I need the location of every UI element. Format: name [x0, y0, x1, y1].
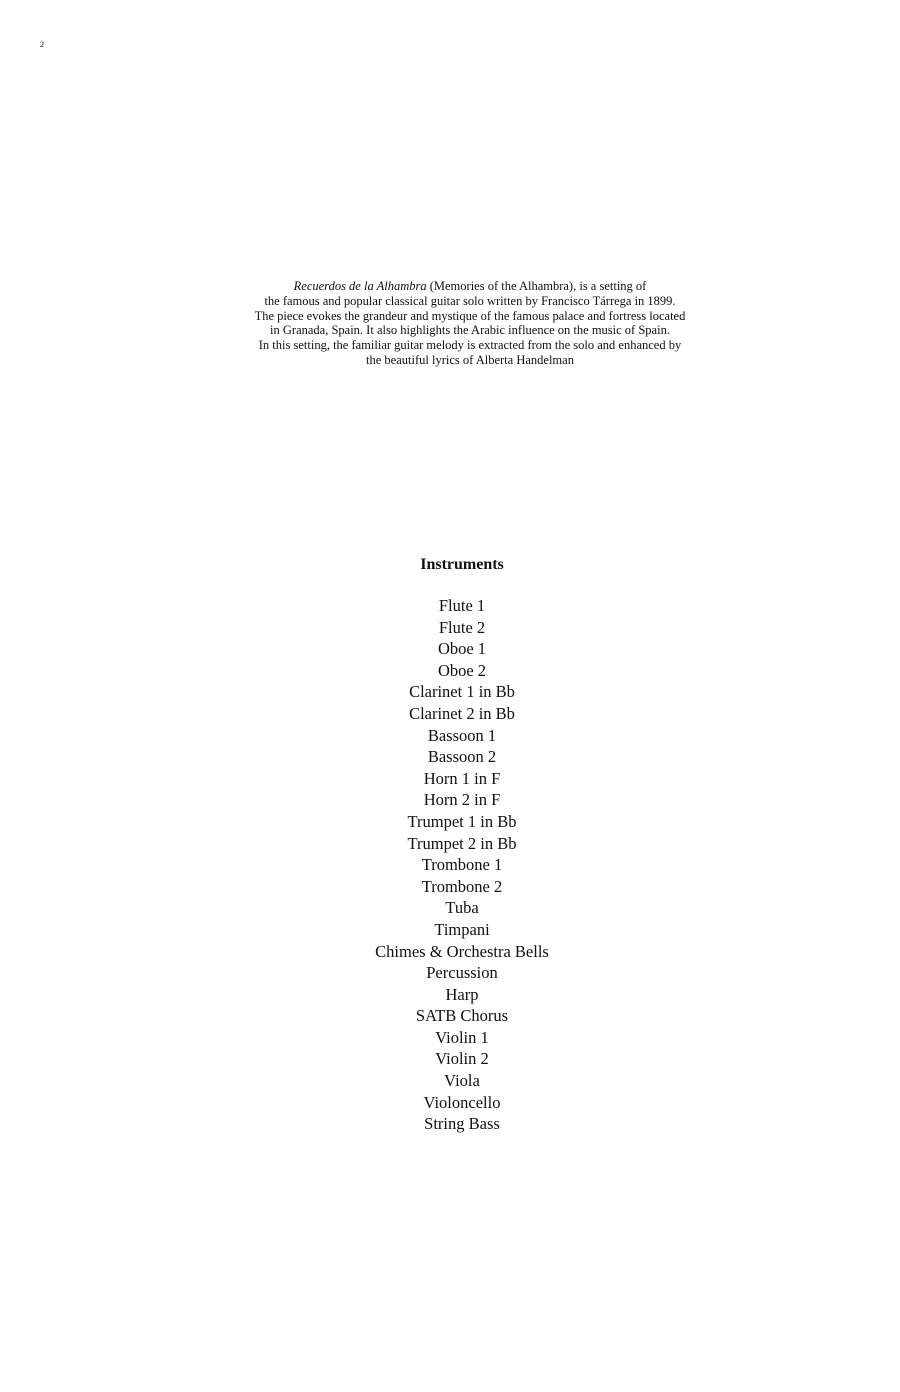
instrument-item: Horn 2 in F [423, 790, 501, 810]
instrument-item: String Bass [424, 1114, 500, 1134]
instrument-item: Horn 1 in F [423, 768, 501, 788]
instrument-item: Trumpet 1 in Bb [407, 811, 517, 831]
instrument-item: Viola [444, 1071, 480, 1091]
instrument-item: Tuba [445, 898, 479, 918]
instrument-item: Chimes & Orchestra Bells [375, 941, 549, 961]
instrument-item: Flute 2 [438, 617, 486, 637]
instrument-item: Clarinet 1 in Bb [409, 682, 515, 702]
instrument-item: Violoncello [423, 1092, 501, 1112]
instrument-item: Bassoon 2 [427, 747, 497, 767]
intro-line-rest: (Memories of the Alhambra), is a setting of [426, 279, 647, 293]
page-number: 2 [40, 40, 44, 49]
instrument-item: Timpani [434, 919, 490, 939]
instrument-list [0, 595, 900, 1135]
instrument-item: Oboe 2 [437, 660, 487, 680]
instrument-item: SATB Chorus [415, 1006, 509, 1026]
intro-line: in Granada, Spain. It also highlights the Arabic influence on the music of Spain. [270, 323, 670, 338]
instrument-item: Clarinet 2 in Bb [409, 703, 515, 723]
instrument-item: Oboe 1 [437, 639, 487, 659]
intro-line: the famous and popular classical guitar solo written by Francisco Tárrega in 1899. [264, 293, 676, 308]
instrument-item: Trombone 1 [421, 855, 503, 875]
instrument-item: Percussion [426, 963, 498, 983]
instruments-section [0, 553, 900, 1135]
instrument-item: Trumpet 2 in Bb [407, 833, 517, 853]
instrument-item: Trombone 2 [421, 876, 503, 896]
intro-line: The piece evokes the grandeur and mystique of the famous palace and fortress located [254, 308, 686, 323]
instrument-item: Violin 2 [435, 1049, 489, 1069]
instrument-item: Harp [445, 984, 479, 1004]
instruments-heading: Instruments [420, 556, 504, 573]
instrument-item: Bassoon 1 [427, 725, 497, 745]
intro-line [150, 279, 790, 294]
instrument-item: Violin 1 [435, 1027, 489, 1047]
piece-title: Recuerdos de la Alhambra [293, 279, 427, 293]
intro-line: the beautiful lyrics of Alberta Handelman [366, 352, 574, 367]
instrument-item: Flute 1 [438, 596, 486, 615]
intro-paragraph [150, 279, 790, 368]
intro-line: In this setting, the familiar guitar melody is extracted from the solo and enhanced by [258, 338, 682, 353]
